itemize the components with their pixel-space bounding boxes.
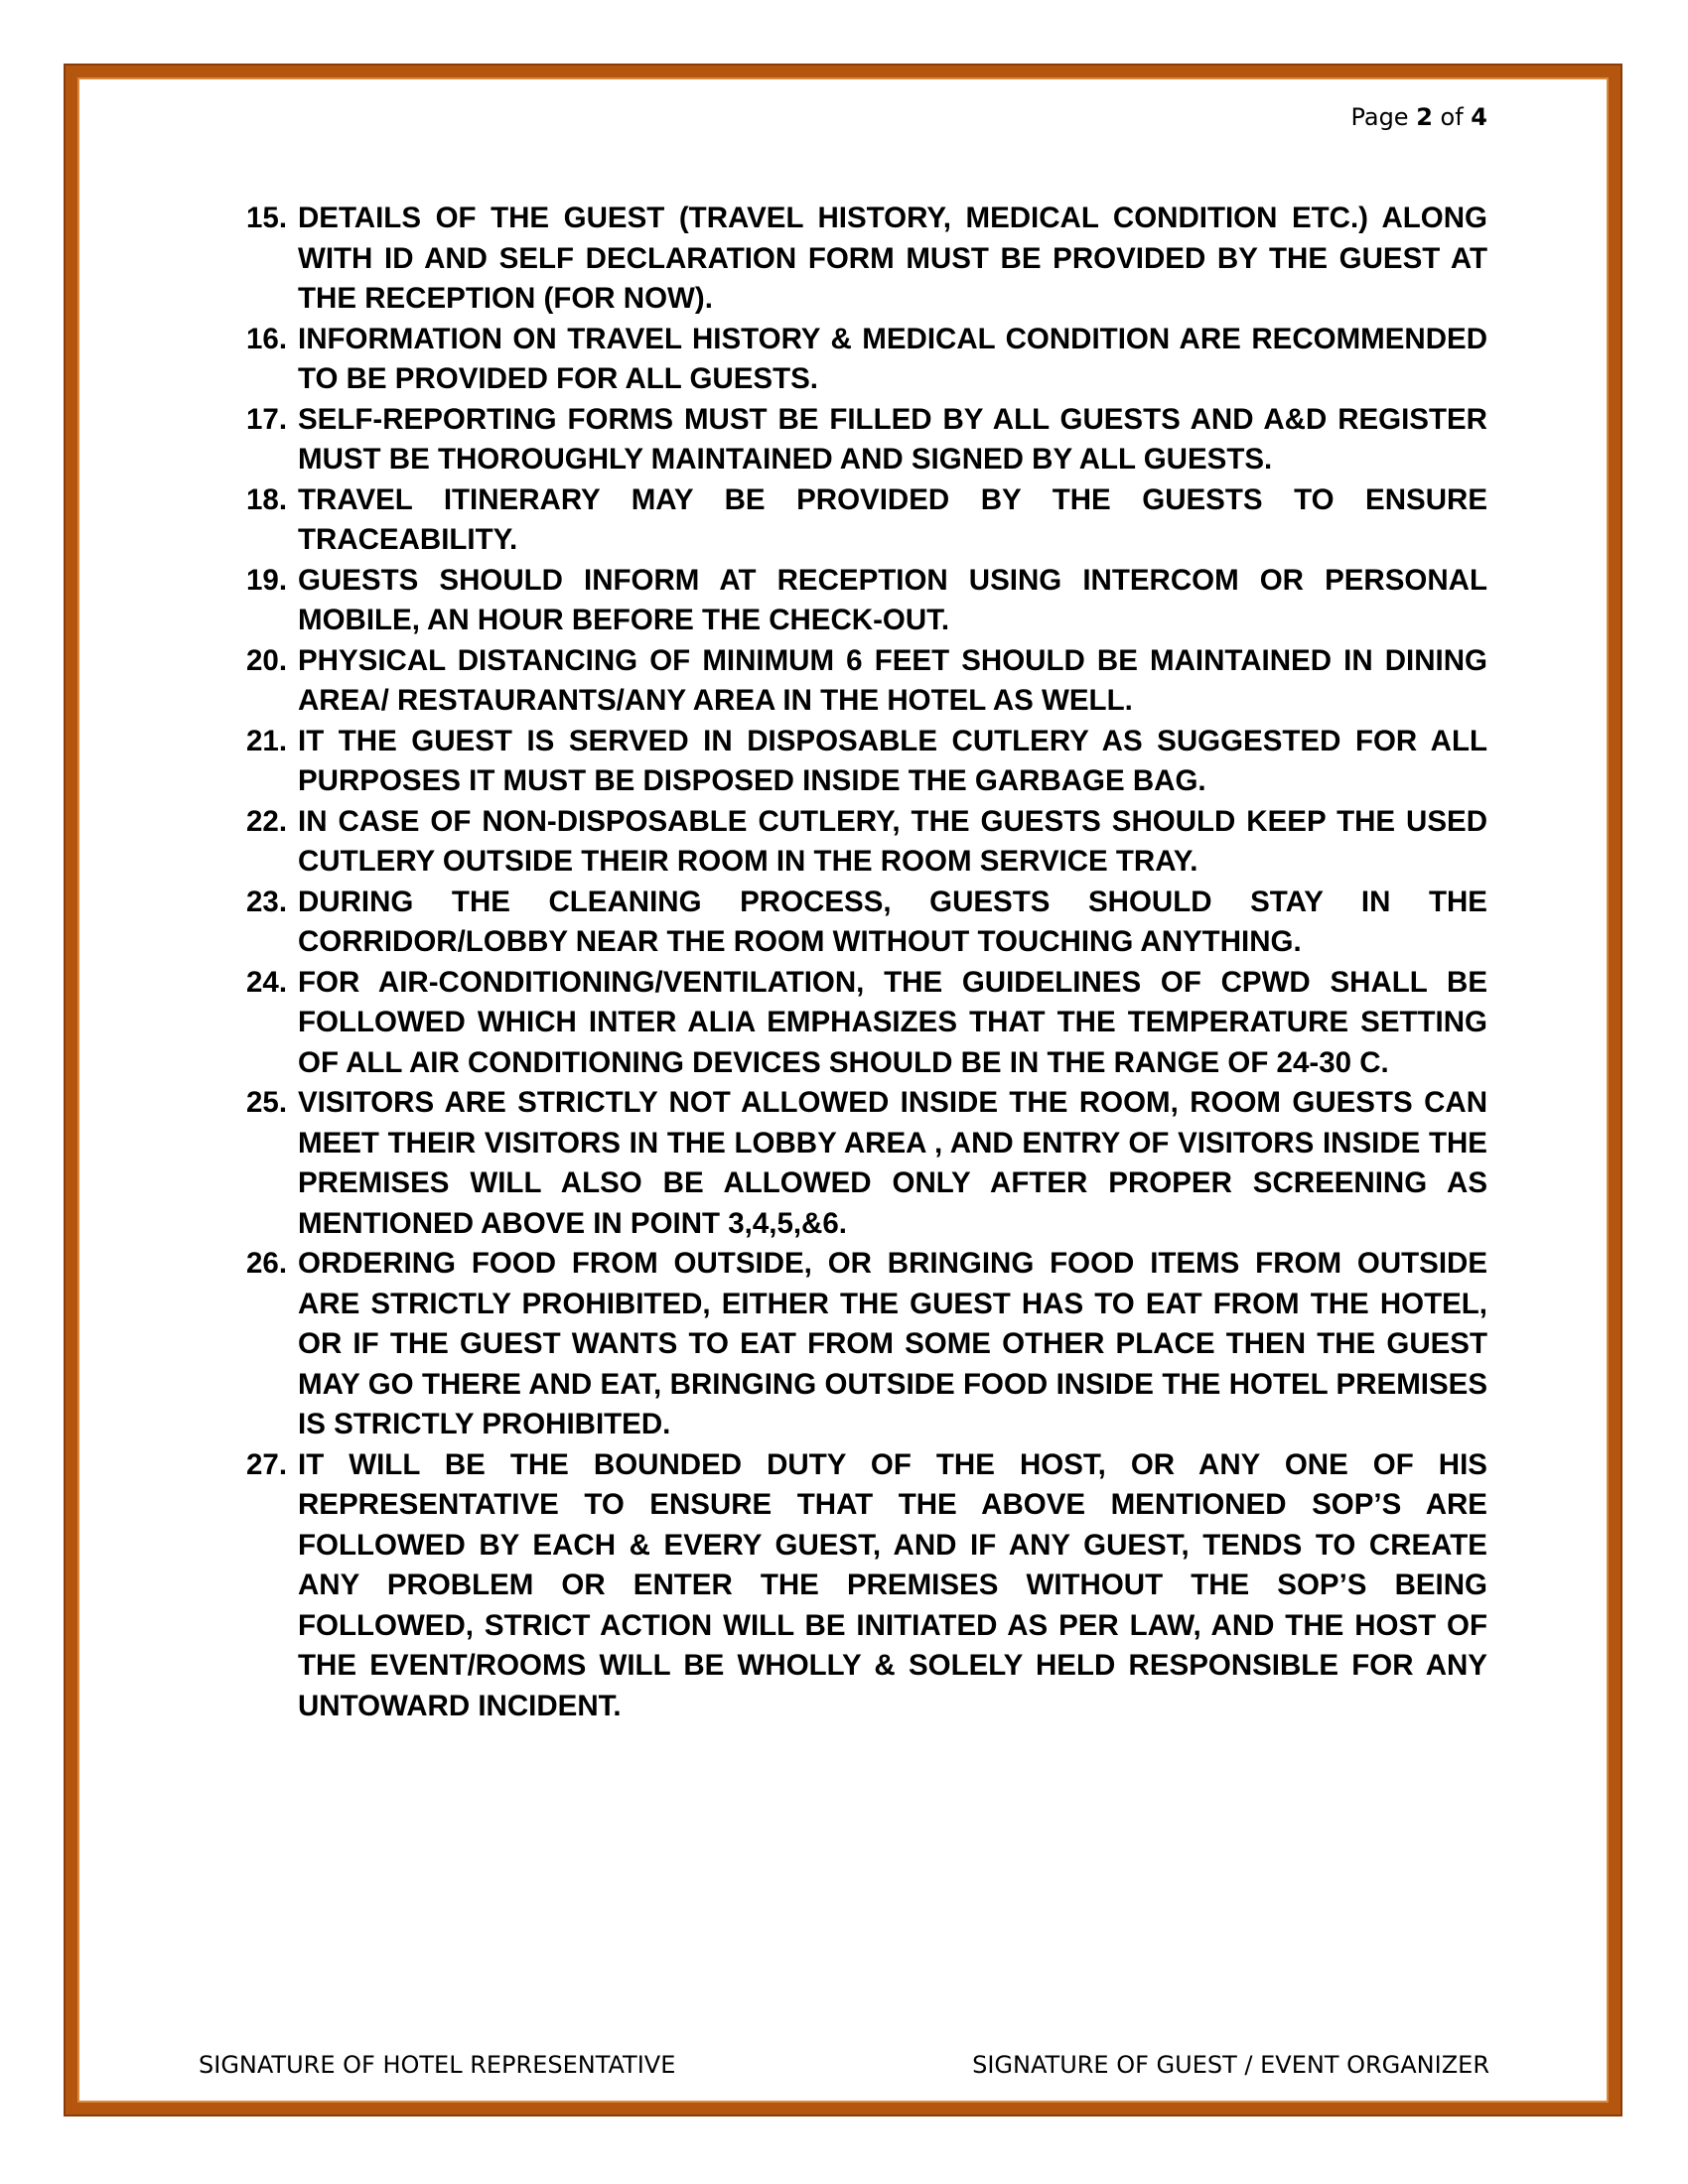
rule-number: 25. [246, 1086, 288, 1119]
rule-item-22 [246, 802, 1487, 883]
rule-number: 17. [246, 402, 288, 436]
rule-number: 19. [246, 563, 288, 597]
rule-text: IT THE GUEST IS SERVED IN DISPOSABLE CUTLERY AS SUGGESTED FOR ALL PURPOSES IT MUST BE DISPOSED INSIDE THE GARBAGE BAG. [298, 724, 1487, 797]
rule-number: 18. [246, 482, 288, 516]
rule-text: IT WILL BE THE BOUNDED DUTY OF THE HOST, OR ANY ONE OF HIS REPRESENTATIVE TO ENSURE THAT THE ABOVE MENTIONED SOP’S ARE FOLLOWED BY EACH & EVERY GUEST, AND IF ANY GUEST, TENDS TO CREATE ANY PROBLEM OR ENTER THE PREMISES WITHOUT THE SOP’S BEING FOLLOWED, STRICT ACTION WILL BE INITIATED AS PER LAW, AND THE HOST OF THE EVENT/ROOMS WILL BE WHOLLY & SOLELY HELD RESPONSIBLE FOR ANY UNTOWARD INCIDENT. [298, 1447, 1487, 1722]
rule-text: FOR AIR-CONDITIONING/VENTILATION, THE GUIDELINES OF CPWD SHALL BE FOLLOWED WHICH INTER ALIA EMPHASIZES THAT THE TEMPERATURE SETTING OF ALL AIR CONDITIONING DEVICES SHOULD BE IN THE RANGE OF 24-30 C. [298, 965, 1487, 1079]
rule-text: IN CASE OF NON-DISPOSABLE CUTLERY, THE GUESTS SHOULD KEEP THE USED CUTLERY OUTSIDE THEIR ROOM IN THE ROOM SERVICE TRAY. [298, 804, 1487, 878]
page-of: of [1432, 103, 1472, 131]
rule-text: INFORMATION ON TRAVEL HISTORY & MEDICAL CONDITION ARE RECOMMENDED TO BE PROVIDED FOR ALL GUESTS. [298, 322, 1487, 395]
rule-number: 15. [246, 202, 288, 234]
signature-footer [199, 2051, 1489, 2079]
rule-item-16 [246, 320, 1487, 400]
rule-text: TRAVEL ITINERARY MAY BE PROVIDED BY THE GUESTS TO ENSURE TRACEABILITY. [298, 482, 1487, 556]
rule-item-18 [246, 480, 1487, 561]
page-number [1350, 103, 1487, 131]
rule-text: PHYSICAL DISTANCING OF MINIMUM 6 FEET SHOULD BE MAINTAINED IN DINING AREA/ RESTAURANTS/ANY AREA IN THE HOTEL AS WELL. [298, 643, 1487, 717]
rule-number: 21. [246, 724, 288, 757]
guest-organizer-signature-label: SIGNATURE OF GUEST / EVENT ORGANIZER [972, 2051, 1489, 2079]
hotel-representative-signature-label: SIGNATURE OF HOTEL REPRESENTATIVE [199, 2051, 676, 2079]
rule-item-20 [246, 641, 1487, 722]
rule-item-19 [246, 561, 1487, 641]
rule-text: GUESTS SHOULD INFORM AT RECEPTION USING INTERCOM OR PERSONAL MOBILE, AN HOUR BEFORE THE CHECK-OUT. [298, 563, 1487, 636]
rule-item-15 [246, 199, 1487, 320]
rule-number: 16. [246, 322, 288, 355]
rule-item-24 [246, 963, 1487, 1084]
rule-text: VISITORS ARE STRICTLY NOT ALLOWED INSIDE THE ROOM, ROOM GUESTS CAN MEET THEIR VISITORS IN THE LOBBY AREA , AND ENTRY OF VISITORS INSIDE THE PREMISES WILL ALSO BE ALLOWED ONLY AFTER PROPER SCREENING AS MENTIONED ABOVE IN POINT 3,4,5,&6. [298, 1086, 1487, 1240]
rule-text: DETAILS OF THE GUEST (TRAVEL HISTORY, MEDICAL CONDITION ETC.) ALONG WITH ID AND SELF DECLARATION FORM MUST BE PROVIDED BY THE GUEST AT THE RECEPTION (FOR NOW). [298, 202, 1487, 315]
page-prefix: Page [1350, 103, 1417, 131]
rules-list [246, 199, 1487, 1726]
rule-item-23 [246, 883, 1487, 963]
rule-item-17 [246, 400, 1487, 480]
rule-text: DURING THE CLEANING PROCESS, GUESTS SHOULD STAY IN THE CORRIDOR/LOBBY NEAR THE ROOM WITHOUT TOUCHING ANYTHING. [298, 885, 1487, 958]
rule-item-25 [246, 1083, 1487, 1244]
rule-item-26 [246, 1244, 1487, 1445]
rule-number: 20. [246, 643, 288, 677]
rule-text: ORDERING FOOD FROM OUTSIDE, OR BRINGING FOOD ITEMS FROM OUTSIDE ARE STRICTLY PROHIBITED, EITHER THE GUEST HAS TO EAT FROM THE HOTEL, OR IF THE GUEST WANTS TO EAT FROM SOME OTHER PLACE THEN THE GUEST MAY GO THERE AND EAT, BRINGING OUTSIDE FOOD INSIDE THE HOTEL PREMISES IS STRICTLY PROHIBITED. [298, 1247, 1487, 1440]
rule-number: 24. [246, 965, 288, 999]
rule-number: 23. [246, 885, 288, 918]
rule-number: 26. [246, 1247, 288, 1280]
rule-text: SELF-REPORTING FORMS MUST BE FILLED BY ALL GUESTS AND A&D REGISTER MUST BE THOROUGHLY MAINTAINED AND SIGNED BY ALL GUESTS. [298, 402, 1487, 476]
rule-number: 22. [246, 804, 288, 838]
page-total: 4 [1471, 103, 1487, 131]
rule-item-21 [246, 722, 1487, 802]
page-current: 2 [1416, 103, 1433, 131]
rule-number: 27. [246, 1447, 288, 1481]
rule-item-27 [246, 1445, 1487, 1727]
